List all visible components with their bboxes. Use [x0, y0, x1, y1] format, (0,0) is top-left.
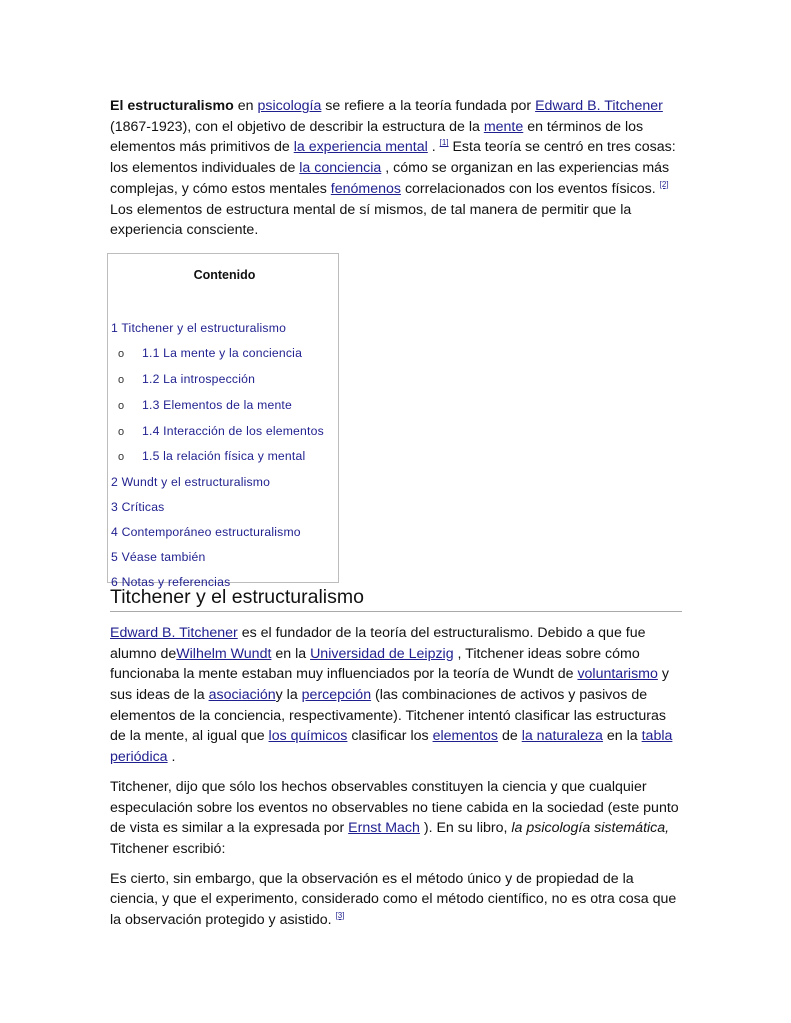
bullet-icon: o	[118, 399, 125, 412]
link-wilhelm-wundt[interactable]: Wilhelm Wundt	[176, 645, 272, 662]
link-quimicos[interactable]: los químicos	[268, 728, 348, 745]
bullet-icon: o	[118, 347, 125, 360]
link-mente[interactable]: mente	[483, 118, 524, 135]
section-paragraph-1: Edward B. Titchener es el fundador de la teoría del estructuralismo. Debido a que fue alumno deWilhelm Wundt en la Universidad de Leipzig , Titchener ideas sobre cómo funcionaba la mente estaban muy influenciados por la teoría de Wundt de voluntarismo y sus ideas de la asociacióny la percepción (las combinaciones de activos y pasivos de elementos de la conciencia, respectivamente). Titchener intentó clasificar las estructuras de la mente, al igual que los químicos clasificar los elementos de la naturaleza en la tabla periódica .	[110, 624, 673, 766]
toc-item-6[interactable]: 6 Notas y referencias	[111, 574, 231, 589]
ref-1[interactable]: [1]	[439, 138, 449, 148]
toc-item-1-2[interactable]: o 1.2 La introspección	[111, 367, 338, 393]
toc-title: Contenido	[193, 267, 256, 282]
section-heading: Titchener y el estructuralismo	[110, 585, 682, 612]
toc-item-3[interactable]: 3 Críticas	[111, 500, 165, 515]
bullet-icon: o	[118, 451, 125, 464]
link-universidad-leipzig[interactable]: Universidad de Leipzig	[310, 645, 454, 662]
link-tabla-periodica[interactable]: tabla periódica	[110, 728, 673, 766]
intro-bold-term: El estructuralismo	[110, 98, 234, 114]
link-voluntarismo[interactable]: voluntarismo	[577, 666, 658, 683]
bullet-icon: o	[118, 373, 125, 386]
link-conciencia[interactable]: la conciencia	[299, 160, 382, 177]
toc-item-1-4[interactable]: o 1.4 Interacción de los elementos	[111, 419, 338, 445]
section-paragraph-3: Es cierto, sin embargo, que la observación es el método único y de propiedad de la ciencia, y que el experimento, considerado como el método científico, no es otra cosa que la observación protegido y asistido. [3]	[110, 870, 677, 929]
link-fenomenos[interactable]: fenómenos	[330, 180, 401, 197]
toc-item-5[interactable]: 5 Véase también	[111, 550, 206, 565]
link-elementos[interactable]: elementos	[432, 728, 499, 745]
ref-3[interactable]: [3]	[335, 911, 345, 921]
bullet-icon: o	[118, 425, 125, 438]
toc-list	[111, 296, 338, 595]
toc-item-2[interactable]: 2 Wundt y el estructuralismo	[111, 475, 271, 490]
link-psicologia[interactable]: psicología	[257, 98, 322, 114]
toc-item-1[interactable]: 1 Titchener y el estructuralismo	[111, 320, 287, 335]
link-asociacion[interactable]: asociación	[208, 687, 276, 704]
table-of-contents	[107, 253, 339, 589]
link-edward-titchener-2[interactable]: Edward B. Titchener	[110, 624, 238, 641]
intro-paragraph: El estructuralismo en psicología se refiere a la teoría fundada por Edward B. Titchener (1867-1923), con el objetivo de describir la estructura de la mente en términos de los elementos más primitivos de la experiencia mental . [1] Esta teoría se centró en tres cosas: los elementos individuales de la conciencia , cómo se organizan en las experiencias más complejas, y cómo estos mentales fenómenos correlacionados con los eventos físicos. [2] Los elementos de estructura mental de sí mismos, de tal manera de permitir que la experiencia consciente.	[110, 98, 676, 239]
link-ernst-mach[interactable]: Ernst Mach	[348, 820, 420, 837]
document-page	[110, 96, 685, 931]
toc-item-4[interactable]: 4 Contemporáneo estructuralismo	[111, 525, 301, 540]
link-percepcion[interactable]: percepción	[301, 687, 372, 704]
link-experiencia-mental[interactable]: la experiencia mental	[293, 139, 428, 156]
section-paragraph-2: Titchener, dijo que sólo los hechos observables constituyen la ciencia y que cualquier especulación sobre los eventos no observables no tiene cabida en la sociedad (este punto de vista es similar a la expresada por Ernst Mach ). En su libro, la psicología sistemática, Titchener escribió:	[110, 778, 679, 857]
book-title: la psicología sistemática,	[511, 820, 670, 837]
toc-item-1-1[interactable]: o 1.1 La mente y la conciencia	[111, 341, 338, 367]
link-naturaleza[interactable]: la naturaleza	[521, 728, 603, 745]
link-edward-titchener[interactable]: Edward B. Titchener	[535, 98, 663, 114]
toc-item-1-3[interactable]: o 1.3 Elementos de la mente	[111, 393, 338, 419]
toc-item-1-5[interactable]: o 1.5 la relación física y mental	[111, 444, 338, 470]
ref-2[interactable]: [2]	[659, 179, 669, 189]
